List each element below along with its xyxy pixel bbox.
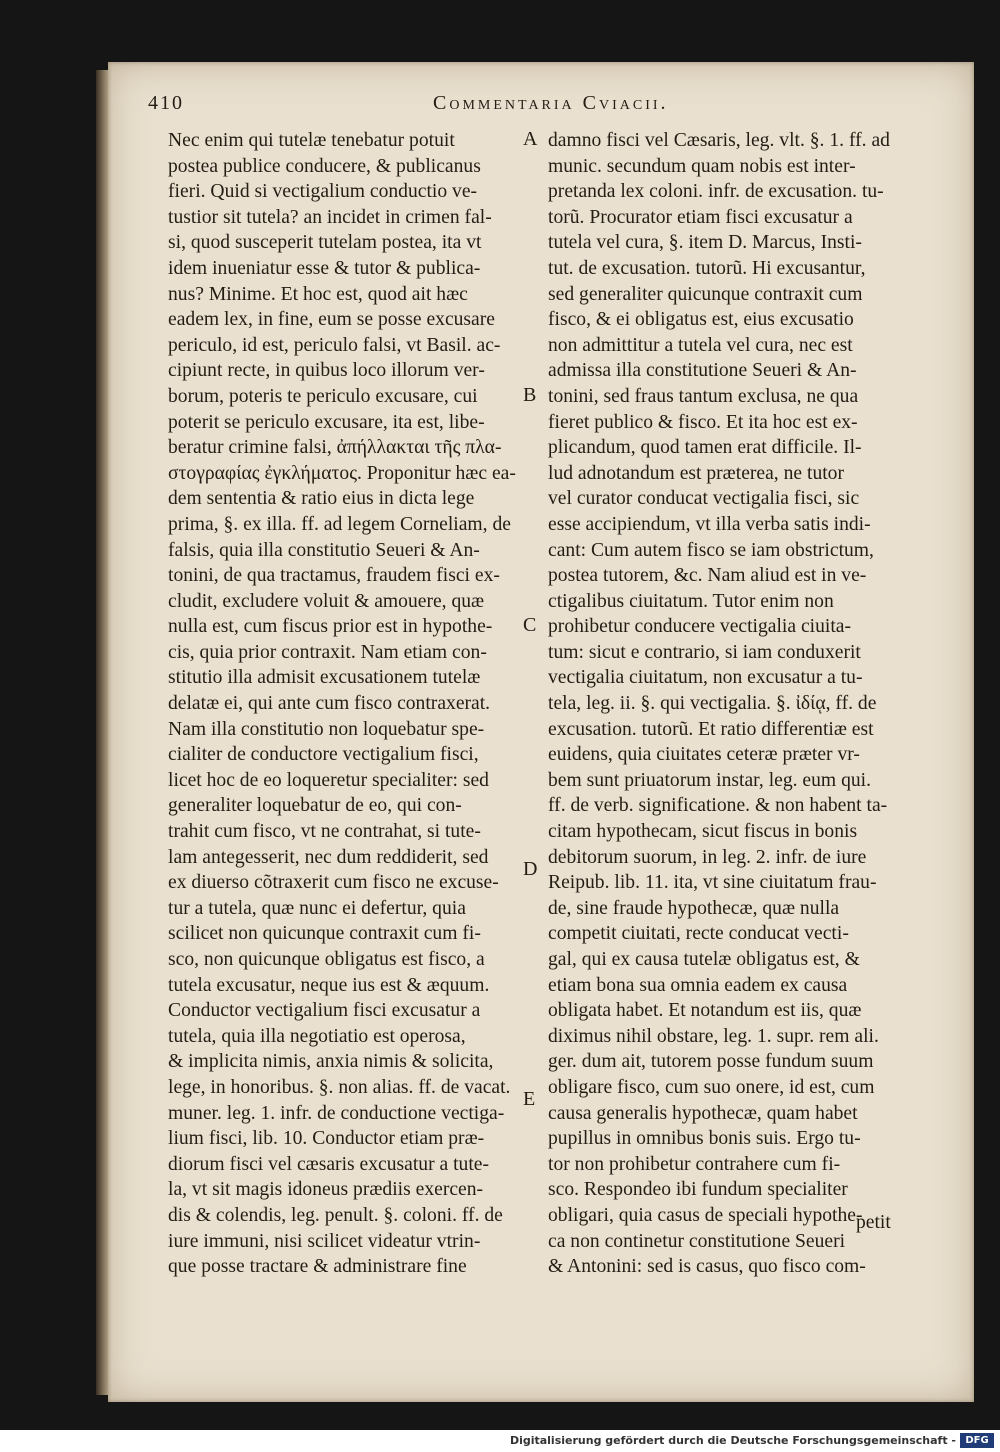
- text-line: pupillus in omnibus bonis suis. Ergo tu-: [548, 1128, 861, 1150]
- text-line: prohibetur conducere vectigalia ciuita-: [548, 616, 852, 638]
- text-line: gal, qui ex causa tutelæ obligatus est, &: [548, 949, 860, 970]
- margin-letter-d: D: [523, 858, 538, 880]
- text-line: cludit, excludere voluit & amouere, quæ: [168, 590, 485, 612]
- text-line: Reipub. lib. 11. ita, vt sine ciuitatum frau-: [548, 872, 877, 894]
- text-line: munic. secundum quam nobis est inter-: [548, 155, 856, 177]
- text-line: que posse tractare & administrare fine: [168, 1256, 467, 1278]
- text-line: admissa illa constitutione Seueri & An-: [548, 360, 857, 382]
- text-line: plicandum, quod tamen erat difficile. Il-: [548, 437, 862, 459]
- text-line: obligata habet. Et notandum est iis, quæ: [548, 1000, 862, 1022]
- margin-letter-c: C: [523, 614, 537, 636]
- text-line: cialiter de conductore vectigalium fisci,: [168, 744, 479, 766]
- text-line: de, sine fraude hypothecæ, quæ nulla: [548, 897, 840, 919]
- text-line: tut. de excusation. tutorũ. Hi excusantur,: [548, 257, 866, 279]
- text-line: periculo, id est, periculo falsi, vt Basil. ac-: [168, 334, 501, 356]
- text-line: Nam illa constitutio non loquebatur spe-: [168, 718, 485, 740]
- text-line: fieret publico & fisco. Et ita hoc est ex-: [548, 411, 858, 433]
- text-line: sco. Respondeo ibi fundum specialiter: [548, 1179, 848, 1201]
- catchword: petit: [856, 1212, 891, 1233]
- text-line: tutela, quia illa negotiatio est operosa,: [168, 1025, 466, 1047]
- text-line: dis & colendis, leg. penult. §. coloni. ff. de: [168, 1204, 503, 1226]
- text-line: la, vt sit magis idoneus prædiis exercen-: [168, 1179, 484, 1201]
- text-line: & Antonini: sed is casus, quo fisco com-: [548, 1256, 866, 1278]
- text-line: competit ciuitati, recte conducat vecti-: [548, 923, 849, 945]
- text-line: diorum fisci vel cæsaris excusatur a tute-: [168, 1153, 490, 1175]
- text-line: ger. dum ait, tutorem posse fundum suum: [548, 1051, 874, 1073]
- text-line: lud adnotandum est præterea, ne tutor: [548, 462, 845, 484]
- text-line: nus? Minime. Et hoc est, quod ait hæc: [168, 283, 468, 305]
- text-line: damno fisci vel Cæsaris, leg. vlt. §. 1. ff. ad: [548, 130, 890, 151]
- text-line: ctigalibus ciuitatum. Tutor enim non: [548, 590, 834, 612]
- text-line: tela, leg. ii. §. qui vectigalia. §. ἰδίᾳ, ff. de: [548, 693, 877, 715]
- text-line: lium fisci, lib. 10. Conductor etiam præ-: [168, 1128, 485, 1150]
- text-line: bem sunt priuatorum instar, leg. eum qui.: [548, 769, 872, 791]
- text-line: non admittitur a tutela vel cura, nec est: [548, 334, 853, 356]
- text-line: scilicet non quicunque contraxit cum fi-: [168, 923, 481, 945]
- footer-bar: [0, 1430, 1000, 1452]
- text-line: tur a tutela, quæ nunc ei defertur, quia: [168, 897, 466, 919]
- text-line: excusation. tutorũ. Et ratio differentiæ est: [548, 718, 874, 740]
- text-line: falsis, quia illa constitutio Seueri & An-: [168, 539, 480, 561]
- text-line: ff. de verb. significatione. & non habent ta-: [548, 795, 888, 817]
- text-line: obligare fisco, cum suo onere, id est, cum: [548, 1076, 875, 1098]
- text-line: fieri. Quid si vectigalium conductio ve-: [168, 181, 478, 203]
- text-line: lam antegesserit, nec dum reddiderit, sed: [168, 846, 489, 868]
- text-line: cant: Cum autem fisco se iam obstrictum,: [548, 539, 874, 561]
- text-line: delatæ ei, qui ante cum fisco contraxerat.: [168, 693, 491, 715]
- text-line: borum, poteris te periculo excusare, cui: [168, 385, 478, 407]
- text-line: debitorum suorum, in leg. 2. infr. de iure: [548, 846, 867, 868]
- text-line: cipiunt recte, in quibus loco illorum ver-: [168, 360, 485, 382]
- text-line: Conductor vectigalium fisci excusatur a: [168, 1000, 481, 1022]
- text-line: idem inueniatur esse & tutor & publica-: [168, 257, 481, 279]
- margin-letter-b: B: [523, 384, 537, 406]
- text-line: tutela vel cura, §. item D. Marcus, Insti-: [548, 232, 862, 254]
- dfg-logo: DFG: [960, 1433, 994, 1448]
- text-line: tonini, sed fraus tantum exclusa, ne qua: [548, 385, 859, 407]
- text-line: cis, quia prior contraxit. Nam etiam con-: [168, 641, 487, 663]
- text-line: vectigalia ciuitatum, non excusatur a tu-: [548, 667, 863, 689]
- text-line: dem sententia & ratio eius in dicta lege: [168, 488, 475, 510]
- running-head: [148, 92, 914, 122]
- text-line: torũ. Procurator etiam fisci excusatur a: [548, 206, 853, 228]
- text-line: tum: sicut e contrario, si iam conduxerit: [548, 641, 861, 663]
- book-page: [108, 62, 974, 1402]
- text-line: nulla est, cum fiscus prior est in hypothe-: [168, 616, 493, 638]
- text-line: tonini, de qua tractamus, fraudem fisci ex-: [168, 565, 500, 587]
- text-line: eadem lex, in fine, eum se posse excusare: [168, 309, 495, 331]
- text-line: vel curator conducat vectigalia fisci, sic: [548, 488, 860, 510]
- text-line: & implicita nimis, anxia nimis & solicita,: [168, 1051, 494, 1073]
- margin-letter-a: A: [523, 128, 538, 150]
- running-title: Commentaria Cviacii.: [433, 92, 669, 114]
- text-line: prima, §. ex illa. ff. ad legem Corneliam, de: [168, 513, 511, 535]
- text-line: trahit cum fisco, vt ne contrahat, si tute-: [168, 821, 481, 843]
- right-column: [548, 128, 928, 1280]
- text-line: diximus nihil obstare, leg. 1. supr. rem ali.: [548, 1025, 879, 1047]
- text-line: poterit se periculo excusare, ita est, libe-: [168, 411, 485, 433]
- text-line: si, quod susceperit tutelam postea, ita vt: [168, 232, 482, 254]
- text-line: fisco, & ei obligatus est, eius excusatio: [548, 309, 854, 331]
- left-column: [168, 128, 518, 1280]
- text-line: iure immuni, nisi scilicet videatur vtrin-: [168, 1230, 481, 1252]
- text-line: generaliter loquebatur de eo, qui con-: [168, 795, 462, 817]
- text-line: esse accipiendum, vt illa verba satis indi-: [548, 513, 871, 535]
- text-line: pretanda lex coloni. infr. de excusation. tu-: [548, 181, 884, 203]
- text-line: citam hypothecam, sicut fiscus in bonis: [548, 821, 858, 843]
- text-line: ca non continetur constitutione Seueri: [548, 1230, 846, 1252]
- text-line: tustior sit tutela? an incidet in crimen fal-: [168, 206, 492, 228]
- text-line: causa generalis hypothecæ, quam habet: [548, 1102, 858, 1124]
- text-line: etiam bona sua omnia eadem ex causa: [548, 974, 848, 996]
- text-line: beratur crimine falsi, ἀπήλλακται τῆς πλα-: [168, 437, 502, 459]
- text-line: sed generaliter quicunque contraxit cum: [548, 283, 863, 305]
- text-line: στογραφίας ἐγκλήματος. Proponitur hæc ea-: [168, 462, 516, 484]
- margin-letter-e: E: [523, 1088, 536, 1110]
- text-line: postea tutorem, &c. Nam aliud est in ve-: [548, 565, 867, 587]
- text-line: tutela excusatur, neque ius est & æquum.: [168, 974, 490, 996]
- text-line: lege, in honoribus. §. non alias. ff. de vacat.: [168, 1076, 511, 1098]
- text-line: licet hoc de eo loqueretur specialiter: sed: [168, 769, 489, 791]
- footer-credit: Digitalisierung gefördert durch die Deutsche Forschungsgemeinschaft -: [509, 1434, 956, 1447]
- text-line: ex diuerso cõtraxerit cum fisco ne excuse-: [168, 872, 499, 894]
- text-line: sco, non quicunque obligatus est fisco, a: [168, 949, 485, 970]
- text-line: postea publice conducere, & publicanus: [168, 155, 481, 177]
- text-line: obligari, quia casus de speciali hypothe-: [548, 1204, 863, 1226]
- text-line: muner. leg. 1. infr. de conductione vectiga-: [168, 1102, 505, 1124]
- text-line: Nec enim qui tutelæ tenebatur potuit: [168, 130, 455, 151]
- text-line: euidens, quia ciuitates ceteræ præter vr-: [548, 744, 860, 766]
- text-line: stitutio illa admisit excusationem tutelæ: [168, 667, 481, 689]
- text-line: tor non prohibetur contrahere cum fi-: [548, 1153, 841, 1175]
- page-number: 410: [148, 92, 184, 114]
